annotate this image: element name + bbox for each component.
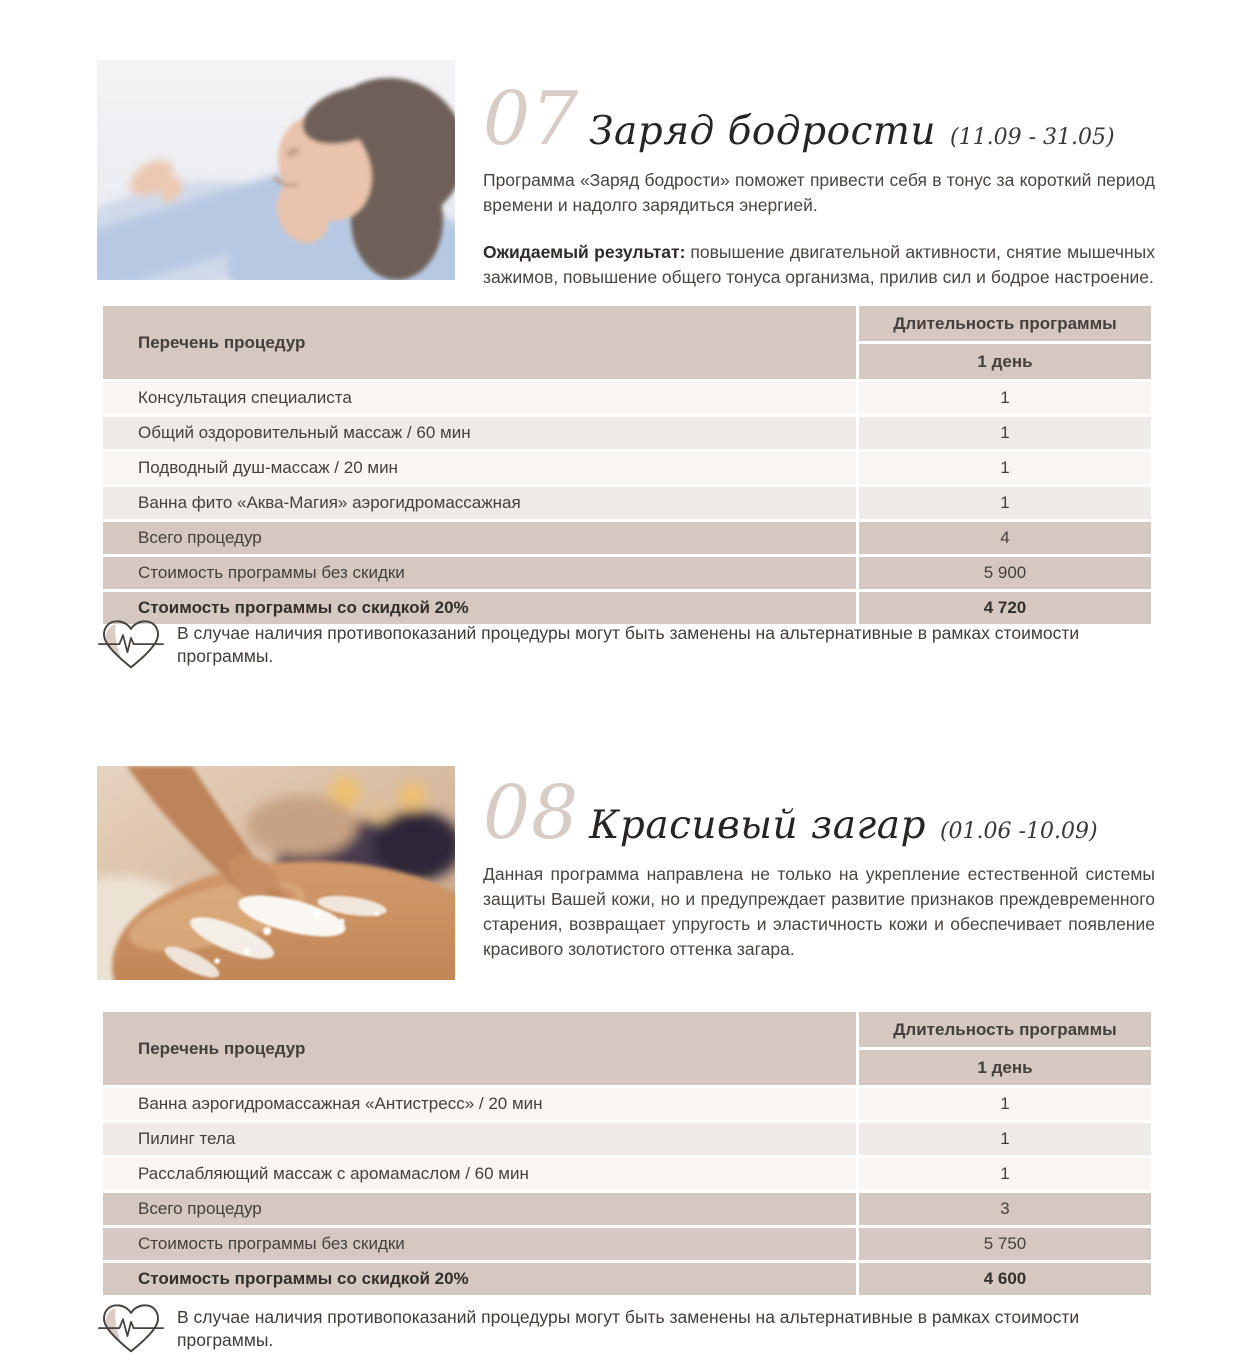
table-row-total-procedures xyxy=(103,1193,1151,1225)
note-text: В случае наличия противопоказаний процедуры могут быть заменены на альтернативные в рамках стоимости программы. xyxy=(177,1307,1080,1350)
procedure-name: Общий оздоровительный массаж / 60 мин xyxy=(103,417,856,449)
program-08-text xyxy=(483,770,1155,962)
program-07-dates: (11.09 - 31.05) xyxy=(950,125,1115,150)
table-row-price xyxy=(103,557,1151,589)
table-header-duration-sub: 1 день xyxy=(859,344,1151,379)
total-procedures-value: 3 xyxy=(859,1193,1151,1225)
table-row-discount-price xyxy=(103,1263,1151,1295)
table-row-price xyxy=(103,1228,1151,1260)
program-07-result xyxy=(483,240,1155,290)
procedure-name: Консультация специалиста xyxy=(103,382,856,414)
procedure-name: Ванна фито «Аква-Магия» аэрогидромассажная xyxy=(103,487,856,519)
price-value: 5 900 xyxy=(859,557,1151,589)
program-08-note xyxy=(98,1300,1156,1358)
result-text: повышение двигательной активности, снятие мышечных зажимов, повышение общего тонуса организма, прилив сил и бодрое настроение. xyxy=(483,241,1156,287)
heart-pulse-icon xyxy=(98,1300,164,1358)
procedure-name: Ванна аэрогидромассажная «Антистресс» / 20 мин xyxy=(103,1088,856,1120)
procedure-count: 1 xyxy=(859,1158,1151,1190)
table-row xyxy=(103,417,1151,449)
program-08-description: Данная программа направлена не только на укрепление естественной системы защиты Вашей кожи, но и предупреждает развитие признаков преждевременного старения, возвращает упругость и эластичность кожи и обеспечивает появление красивого золотистого оттенка загара. xyxy=(483,864,1155,959)
discount-price-value: 4 720 xyxy=(859,592,1151,624)
program-07-number: 07 xyxy=(483,76,580,162)
program-08-dates: (01.06 -10.09) xyxy=(939,819,1098,844)
table-row xyxy=(103,487,1151,519)
result-label: Ожидаемый результат: xyxy=(483,241,686,262)
program-07-heading xyxy=(483,76,1155,162)
table-row xyxy=(103,452,1151,484)
program-08-title: Красивый загар xyxy=(589,803,926,848)
program-07-title: Заряд бодрости xyxy=(589,109,937,154)
table-row xyxy=(103,1123,1151,1155)
procedure-name: Пилинг тела xyxy=(103,1123,856,1155)
program-08-heading xyxy=(483,770,1155,856)
table-row xyxy=(103,1158,1151,1190)
procedure-count: 1 xyxy=(859,452,1151,484)
table-header-duration: Длительность программы xyxy=(859,306,1151,341)
table-header-procedures: Перечень процедур xyxy=(103,306,856,379)
program-07-description: Программа «Заряд бодрости» поможет привести себя в тонус за короткий период времени и надолго зарядиться энергией. xyxy=(483,170,1155,216)
program-07-text xyxy=(483,76,1156,290)
procedure-count: 1 xyxy=(859,1123,1151,1155)
procedure-count: 1 xyxy=(859,487,1151,519)
price-value: 5 750 xyxy=(859,1228,1151,1260)
table-row-total-procedures xyxy=(103,522,1151,554)
heart-pulse-icon xyxy=(98,616,164,674)
table-header-duration: Длительность программы xyxy=(859,1012,1151,1047)
total-procedures-label: Всего процедур xyxy=(103,522,856,554)
program-07-procedures-table xyxy=(100,303,1154,627)
procedure-count: 1 xyxy=(859,1088,1151,1120)
discount-price-label: Стоимость программы со скидкой 20% xyxy=(103,1263,856,1295)
program-08-photo xyxy=(97,766,455,980)
table-row xyxy=(103,1088,1151,1120)
procedure-name: Подводный душ-массаж / 20 мин xyxy=(103,452,856,484)
program-07-photo xyxy=(97,60,455,280)
program-07-note xyxy=(98,616,1156,674)
price-label: Стоимость программы без скидки xyxy=(103,1228,856,1260)
table-header-procedures: Перечень процедур xyxy=(103,1012,856,1085)
table-row xyxy=(103,382,1151,414)
price-label: Стоимость программы без скидки xyxy=(103,557,856,589)
procedure-count: 1 xyxy=(859,382,1151,414)
program-08-number: 08 xyxy=(483,770,580,856)
note-text: В случае наличия противопоказаний процедуры могут быть заменены на альтернативные в рамках стоимости программы. xyxy=(177,623,1080,666)
discount-price-value: 4 600 xyxy=(859,1263,1151,1295)
man-looking-up-illustration xyxy=(97,60,455,280)
total-procedures-label: Всего процедур xyxy=(103,1193,856,1225)
discount-price-label: Стоимость программы со скидкой 20% xyxy=(103,592,856,624)
procedure-name: Расслабляющий массаж с аромамаслом / 60 мин xyxy=(103,1158,856,1190)
procedure-count: 1 xyxy=(859,417,1151,449)
salt-scrub-massage-illustration xyxy=(97,766,455,980)
program-08-procedures-table xyxy=(100,1009,1154,1298)
total-procedures-value: 4 xyxy=(859,522,1151,554)
table-header-duration-sub: 1 день xyxy=(859,1050,1151,1085)
